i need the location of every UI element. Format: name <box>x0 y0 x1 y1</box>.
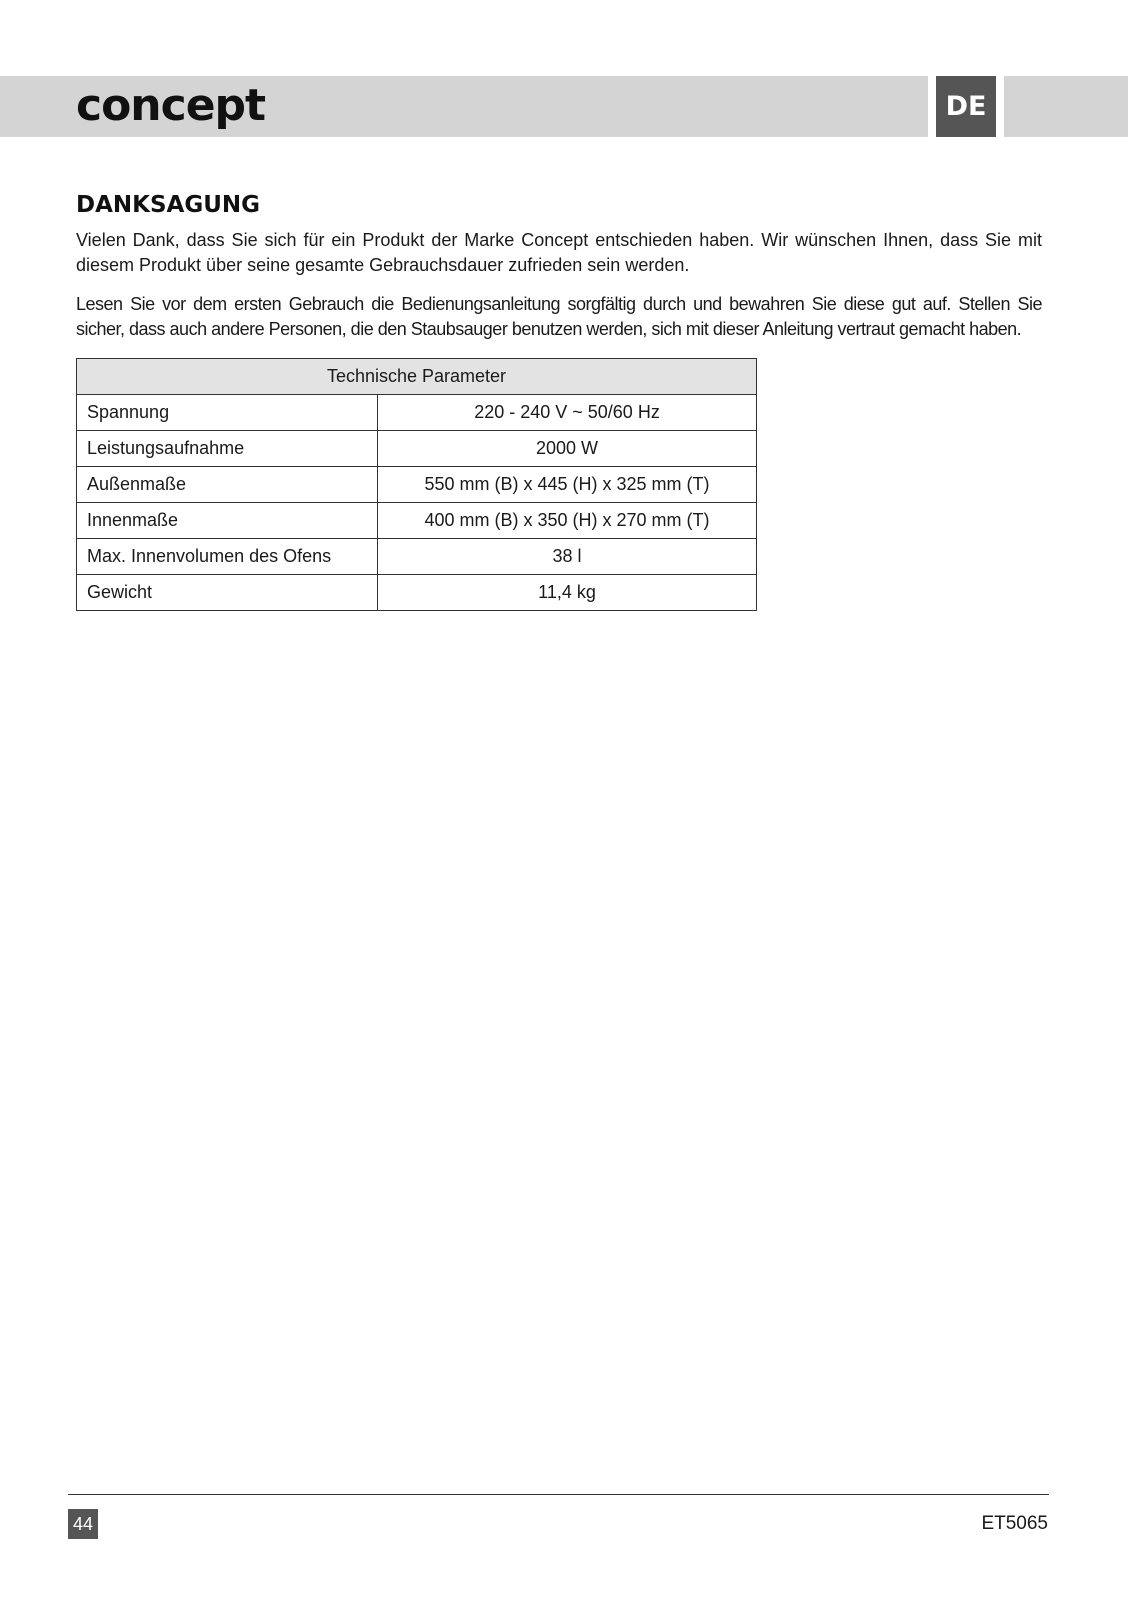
language-badge: DE <box>936 76 996 137</box>
header-divider <box>928 76 936 137</box>
page-number: 44 <box>68 1509 98 1539</box>
instruction-paragraph: Lesen Sie vor dem ersten Gebrauch die Bedienungsanleitung sorgfältig durch und bewahren Sie diese gut auf. Stellen Sie sicher, dass auch andere Personen, die den Staubsauger benutzen werden, sich mit dieser Anleitung vertraut gemacht haben. <box>76 294 1042 339</box>
header-divider <box>996 76 1004 137</box>
table-row <box>77 503 757 539</box>
spec-value: 220 - 240 V ~ 50/60 Hz <box>378 395 757 431</box>
spec-value: 2000 W <box>378 431 757 467</box>
spec-label: Innenmaße <box>77 503 378 539</box>
spec-value: 550 mm (B) x 445 (H) x 325 mm (T) <box>378 467 757 503</box>
table-row <box>77 467 757 503</box>
model-number: ET5065 <box>981 1513 1048 1534</box>
table-row <box>77 395 757 431</box>
spec-label: Max. Innenvolumen des Ofens <box>77 539 378 575</box>
intro-paragraph: Vielen Dank, dass Sie sich für ein Produkt der Marke Concept entschieden haben. Wir wünschen Ihnen, dass Sie mit diesem Produkt über seine gesamte Gebrauchsdauer zufrieden sein werden. <box>76 230 1042 275</box>
technical-parameters-table <box>76 358 757 611</box>
table-header-row <box>77 359 757 395</box>
spec-label: Gewicht <box>77 575 378 611</box>
brand-logo: concept <box>76 80 266 131</box>
table-row <box>77 539 757 575</box>
footer-divider <box>68 1494 1049 1495</box>
section-title: DANKSAGUNG <box>76 192 261 218</box>
spec-value: 38 l <box>378 539 757 575</box>
table-header: Technische Parameter <box>77 359 757 395</box>
table-row <box>77 431 757 467</box>
spec-label: Leistungsaufnahme <box>77 431 378 467</box>
spec-value: 400 mm (B) x 350 (H) x 270 mm (T) <box>378 503 757 539</box>
table-row <box>77 575 757 611</box>
spec-value: 11,4 kg <box>378 575 757 611</box>
spec-label: Außenmaße <box>77 467 378 503</box>
spec-label: Spannung <box>77 395 378 431</box>
